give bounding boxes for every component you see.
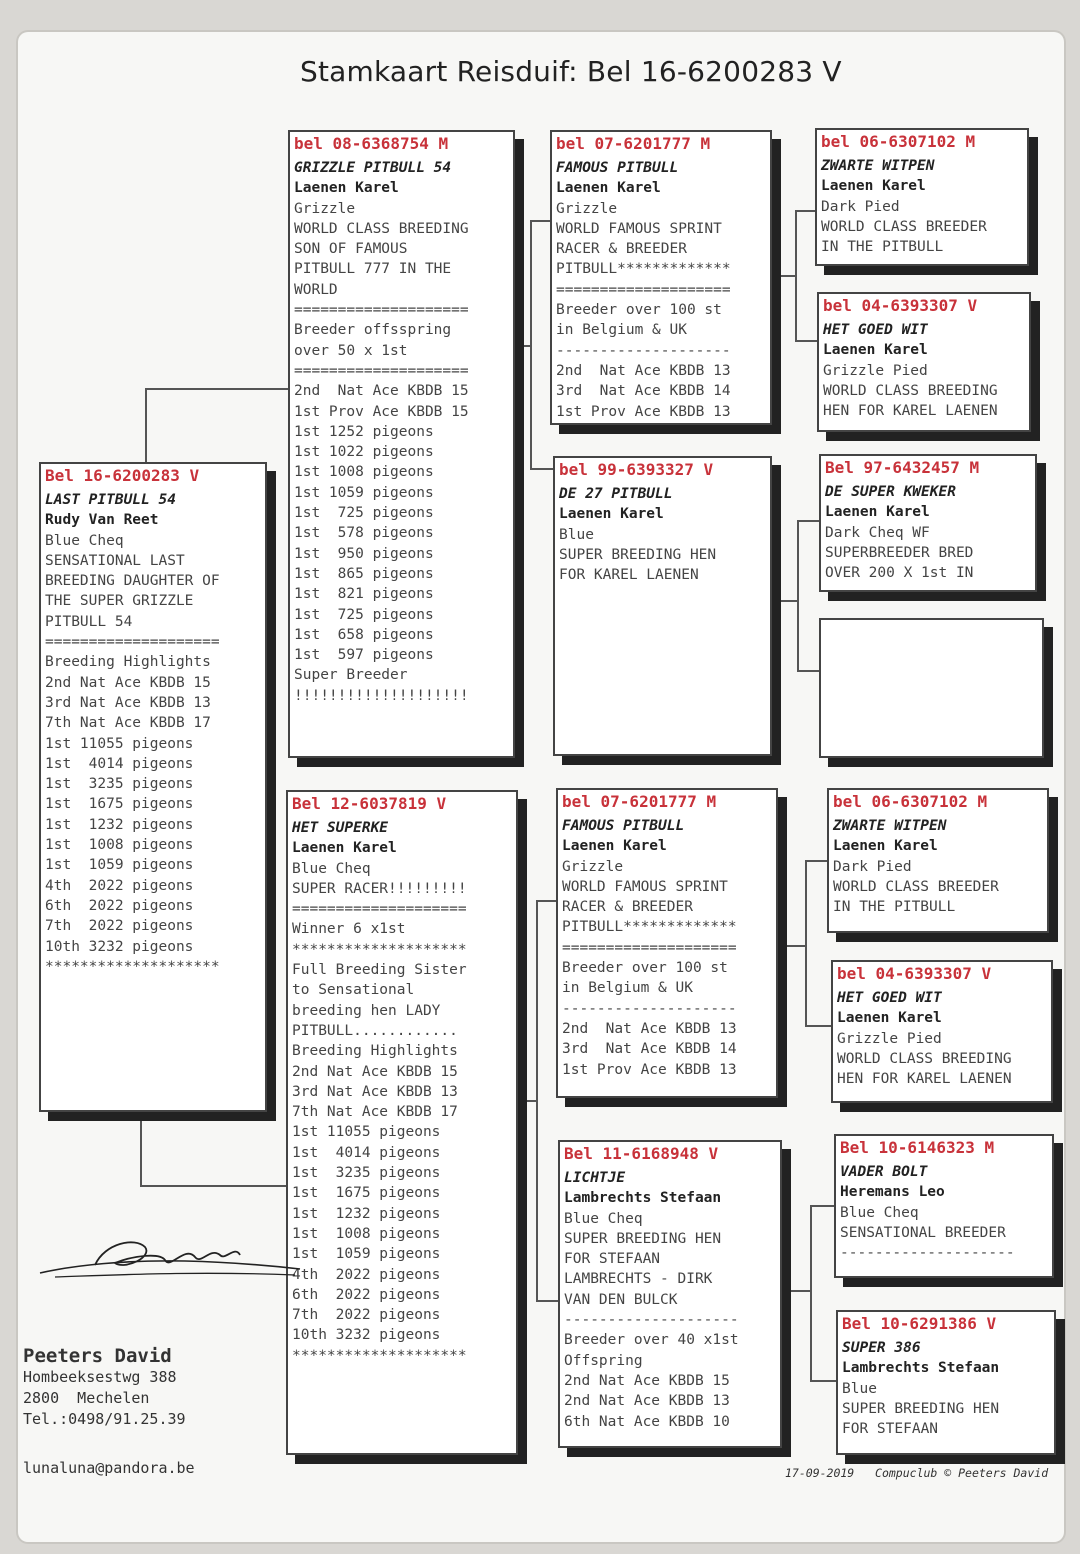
card-line: WORLD CLASS BREEDER bbox=[833, 878, 999, 895]
card-line: SUPER BREEDING HEN bbox=[842, 1400, 1000, 1417]
card-details bbox=[564, 1209, 776, 1432]
card-line: 2nd Nat Ace KBDB 15 bbox=[45, 674, 211, 691]
breeder-name: Laenen Karel bbox=[823, 342, 928, 359]
pedigree-card-dam-dam-dam bbox=[836, 1310, 1056, 1455]
pedigree-card-sire-dam bbox=[553, 456, 772, 756]
card-line: -------------------- bbox=[562, 1000, 737, 1017]
card-line: FOR STEFAAN bbox=[564, 1251, 661, 1268]
print-date: 17-09-2019 bbox=[785, 1466, 855, 1480]
card-line: 1st Prov Ace KBDB 13 bbox=[556, 403, 731, 420]
connector-line bbox=[795, 210, 817, 212]
pigeon-name: HET SUPERKE bbox=[292, 820, 389, 836]
pigeon-name: LAST PITBULL 54 bbox=[45, 492, 176, 508]
card-line: PITBULL............ bbox=[292, 1022, 458, 1039]
card-line: 1st 597 pigeons bbox=[294, 647, 434, 664]
card-line: ******************** bbox=[292, 941, 467, 958]
card-line: SON OF FAMOUS bbox=[294, 241, 408, 258]
card-details bbox=[562, 857, 772, 1080]
owner-contact bbox=[23, 1345, 186, 1430]
breeder-name: Laenen Karel bbox=[833, 838, 938, 855]
card-line: Dark Pied bbox=[833, 858, 912, 875]
card-line: Blue Cheq bbox=[564, 1210, 643, 1227]
owner-address-street: Hombeeksestwg 388 bbox=[23, 1368, 177, 1386]
card-line: -------------------- bbox=[556, 342, 731, 359]
card-line: 2nd Nat Ace KBDB 15 bbox=[294, 383, 469, 400]
pedigree-card-sire bbox=[288, 130, 515, 758]
pigeon-name: ZWARTE WITPEN bbox=[833, 818, 947, 834]
owner-name: Peeters David bbox=[23, 1345, 172, 1367]
breeder-name: Laenen Karel bbox=[292, 840, 397, 857]
connector-line bbox=[805, 860, 827, 862]
card-line: 1st 1232 pigeons bbox=[292, 1205, 441, 1222]
card-line: Breeder over 40 x1st bbox=[564, 1332, 739, 1349]
card-line: WORLD FAMOUS SPRINT bbox=[556, 220, 722, 237]
card-line: Dark Cheq WF bbox=[825, 524, 930, 541]
connector-line bbox=[530, 220, 550, 222]
card-line: THE SUPER GRIZZLE bbox=[45, 593, 194, 610]
footer bbox=[785, 1466, 1048, 1480]
card-line: 7th 2022 pigeons bbox=[292, 1307, 441, 1324]
card-line: 1st 1252 pigeons bbox=[294, 423, 434, 440]
pedigree-card-dam-sire bbox=[556, 788, 778, 1098]
card-line: 1st Prov Ace KBDB 15 bbox=[294, 403, 469, 420]
pedigree-card-dam-sire-sire bbox=[827, 788, 1049, 933]
pigeon-name: HET GOED WIT bbox=[823, 322, 928, 338]
card-line: 1st 11055 pigeons bbox=[45, 735, 194, 752]
card-line: 4th 2022 pigeons bbox=[45, 877, 194, 894]
breeder-name: Laenen Karel bbox=[821, 178, 926, 195]
owner-email: lunaluna@pandora.be bbox=[23, 1459, 195, 1477]
card-line: -------------------- bbox=[564, 1312, 739, 1329]
card-line: BREEDING DAUGHTER OF bbox=[45, 573, 220, 590]
card-line: 1st 950 pigeons bbox=[294, 545, 434, 562]
card-line: SUPERBREEDER BRED bbox=[825, 544, 974, 561]
card-details bbox=[837, 1029, 1047, 1090]
card-line: 1st 1022 pigeons bbox=[294, 444, 434, 461]
connector-line bbox=[513, 345, 531, 347]
card-line: LAMBRECHTS - DIRK bbox=[564, 1271, 713, 1288]
card-line: 1st 1008 pigeons bbox=[292, 1225, 441, 1242]
card-line: WORLD FAMOUS SPRINT bbox=[562, 878, 728, 895]
card-line: in Belgium & UK bbox=[556, 322, 687, 339]
card-line: SUPER RACER!!!!!!!!! bbox=[292, 880, 467, 897]
card-line: Blue Cheq bbox=[45, 532, 124, 549]
pedigree-card-dam-dam bbox=[558, 1140, 782, 1448]
connector-line bbox=[810, 1205, 812, 1380]
card-details bbox=[556, 199, 766, 422]
card-line: IN THE PITBULL bbox=[833, 899, 956, 916]
card-line: Full Breeding Sister bbox=[292, 962, 467, 979]
card-details bbox=[842, 1379, 1050, 1440]
pigeon-name: SUPER 386 bbox=[842, 1340, 921, 1356]
card-line: WORLD CLASS BREEDING bbox=[823, 382, 998, 399]
card-line: 1st 725 pigeons bbox=[294, 505, 434, 522]
card-line: 2nd Nat Ace KBDB 15 bbox=[564, 1372, 730, 1389]
pedigree-card-sire-dam-dam bbox=[819, 618, 1044, 758]
card-details bbox=[825, 523, 1031, 584]
card-line: 2nd Nat Ace KBDB 15 bbox=[292, 1063, 458, 1080]
ring-number: Bel 16-6200283 V bbox=[45, 466, 200, 485]
card-line: to Sensational bbox=[292, 982, 415, 999]
card-line: RACER & BREEDER bbox=[556, 241, 687, 258]
footer-credit: Compuclub © Peeters David bbox=[875, 1466, 1049, 1480]
card-line: 1st 1675 pigeons bbox=[292, 1185, 441, 1202]
card-line: VAN DEN BULCK bbox=[564, 1291, 678, 1308]
ring-number: Bel 10-6146323 M bbox=[840, 1138, 995, 1157]
pigeon-name: DE SUPER KWEKER bbox=[825, 484, 956, 500]
connector-line bbox=[776, 945, 805, 947]
card-line: IN THE PITBULL bbox=[821, 239, 944, 256]
card-line: 6th 2022 pigeons bbox=[45, 897, 194, 914]
ring-number: bel 06-6307102 M bbox=[833, 792, 988, 811]
card-line: 1st 4014 pigeons bbox=[292, 1144, 441, 1161]
connector-line bbox=[536, 900, 556, 902]
pedigree-card-sire-dam-sire bbox=[819, 454, 1037, 592]
card-line: PITBULL************* bbox=[556, 261, 731, 278]
card-line: 1st 658 pigeons bbox=[294, 626, 434, 643]
card-line: 7th Nat Ace KBDB 17 bbox=[292, 1104, 458, 1121]
card-line: SENSATIONAL BREEDER bbox=[840, 1224, 1006, 1241]
card-line: ==================== bbox=[45, 634, 220, 651]
connector-line bbox=[795, 210, 797, 340]
breeder-name: Lambrechts Stefaan bbox=[842, 1360, 1000, 1377]
pedigree-card-dam-sire-dam bbox=[831, 960, 1053, 1103]
breeder-name: Laenen Karel bbox=[559, 506, 664, 523]
card-line: !!!!!!!!!!!!!!!!!!!! bbox=[294, 687, 469, 704]
pigeon-name: FAMOUS PITBULL bbox=[556, 160, 679, 176]
breeder-name: Laenen Karel bbox=[837, 1010, 942, 1027]
connector-line bbox=[536, 900, 538, 1300]
card-line: Blue Cheq bbox=[840, 1204, 919, 1221]
breeder-name: Heremans Leo bbox=[840, 1184, 945, 1201]
ring-number: bel 04-6393307 V bbox=[823, 296, 978, 315]
card-line: 1st 1232 pigeons bbox=[45, 816, 194, 833]
card-line: ******************** bbox=[45, 958, 220, 975]
card-line: HEN FOR KAREL LAENEN bbox=[837, 1071, 1012, 1088]
card-details bbox=[292, 859, 512, 1366]
ring-number: bel 07-6201777 M bbox=[562, 792, 717, 811]
ring-number: Bel 97-6432457 M bbox=[825, 458, 980, 477]
pedigree-card-dam bbox=[286, 790, 518, 1455]
pigeon-name: GRIZZLE PITBULL 54 bbox=[294, 160, 452, 176]
ring-number: bel 99-6393327 V bbox=[559, 460, 714, 479]
owner-address-city: 2800 Mechelen bbox=[23, 1389, 150, 1407]
card-line: Grizzle Pied bbox=[837, 1030, 942, 1047]
card-line: SENSATIONAL LAST bbox=[45, 552, 185, 569]
breeder-name: Laenen Karel bbox=[562, 838, 667, 855]
card-details bbox=[823, 361, 1025, 422]
pigeon-name: LICHTJE bbox=[564, 1170, 626, 1186]
card-line: WORLD CLASS BREEDING bbox=[837, 1050, 1012, 1067]
connector-line bbox=[805, 1025, 831, 1027]
card-line: ==================== bbox=[292, 901, 467, 918]
card-line: PITBULL 54 bbox=[45, 613, 133, 630]
card-line: Super Breeder bbox=[294, 667, 408, 684]
card-line: OVER 200 X 1st IN bbox=[825, 565, 974, 582]
card-line: 3rd Nat Ace KBDB 14 bbox=[556, 383, 731, 400]
card-line: Blue Cheq bbox=[292, 860, 371, 877]
connector-line bbox=[536, 1300, 558, 1302]
card-line: 1st 1059 pigeons bbox=[294, 484, 434, 501]
pedigree-card-subject bbox=[39, 462, 267, 1112]
ring-number: Bel 10-6291386 V bbox=[842, 1314, 997, 1333]
card-line: over 50 x 1st bbox=[294, 342, 408, 359]
card-line: 3rd Nat Ace KBDB 13 bbox=[292, 1083, 458, 1100]
card-line: ==================== bbox=[294, 362, 469, 379]
card-line: FOR KAREL LAENEN bbox=[559, 567, 699, 584]
card-details bbox=[821, 197, 1023, 258]
breeder-name: Rudy Van Reet bbox=[45, 512, 159, 529]
card-line: 1st 1675 pigeons bbox=[45, 796, 194, 813]
card-line: SUPER BREEDING HEN bbox=[559, 546, 717, 563]
page-title: Stamkaart Reisduif: Bel 16-6200283 V bbox=[300, 55, 842, 88]
card-line: 1st 3235 pigeons bbox=[292, 1165, 441, 1182]
breeder-name: Laenen Karel bbox=[294, 180, 399, 197]
owner-phone: Tel.:0498/91.25.39 bbox=[23, 1410, 186, 1428]
card-line: 1st 1008 pigeons bbox=[294, 464, 434, 481]
pigeon-name: FAMOUS PITBULL bbox=[562, 818, 685, 834]
ring-number: bel 07-6201777 M bbox=[556, 134, 711, 153]
card-line: 1st 821 pigeons bbox=[294, 586, 434, 603]
card-line: Breeder over 100 st bbox=[562, 960, 728, 977]
ring-number: Bel 11-6168948 V bbox=[564, 1144, 719, 1163]
ring-number: Bel 12-6037819 V bbox=[292, 794, 447, 813]
card-line: PITBULL************* bbox=[562, 919, 737, 936]
card-line: 1st 4014 pigeons bbox=[45, 755, 194, 772]
pedigree-card-sire-sire bbox=[550, 130, 772, 425]
pigeon-name: HET GOED WIT bbox=[837, 990, 942, 1006]
pigeon-name: ZWARTE WITPEN bbox=[821, 158, 935, 174]
card-line: WORLD bbox=[294, 281, 338, 298]
card-line: HEN FOR KAREL LAENEN bbox=[823, 403, 998, 420]
connector-line bbox=[805, 860, 807, 1025]
card-line: 6th 2022 pigeons bbox=[292, 1286, 441, 1303]
connector-line bbox=[797, 520, 819, 522]
card-line: 4th 2022 pigeons bbox=[292, 1266, 441, 1283]
pedigree-card-sire-sire-sire bbox=[815, 128, 1029, 266]
pedigree-card-dam-dam-sire bbox=[834, 1134, 1054, 1278]
connector-line bbox=[772, 600, 797, 602]
card-line: ==================== bbox=[562, 939, 737, 956]
connector-line bbox=[145, 388, 290, 390]
card-line: Breeder offsspring bbox=[294, 322, 452, 339]
connector-line bbox=[797, 520, 799, 670]
card-line: PITBULL 777 IN THE bbox=[294, 261, 452, 278]
connector-line bbox=[782, 1290, 810, 1292]
card-details bbox=[45, 531, 261, 978]
card-line: FOR STEFAAN bbox=[842, 1421, 939, 1438]
card-line: Grizzle bbox=[556, 200, 618, 217]
ring-number: bel 06-6307102 M bbox=[821, 132, 976, 151]
connector-line bbox=[810, 1380, 836, 1382]
card-line: Breeding Highlights bbox=[292, 1043, 458, 1060]
card-line: 1st 1008 pigeons bbox=[45, 837, 194, 854]
card-line: 1st 11055 pigeons bbox=[292, 1124, 441, 1141]
connector-line bbox=[140, 1185, 288, 1187]
card-line: Blue bbox=[559, 526, 594, 543]
connector-line bbox=[810, 1205, 834, 1207]
card-line: 2nd Nat Ace KBDB 13 bbox=[564, 1393, 730, 1410]
pigeon-name: DE 27 PITBULL bbox=[559, 486, 673, 502]
card-line: in Belgium & UK bbox=[562, 980, 693, 997]
card-line: 7th 2022 pigeons bbox=[45, 918, 194, 935]
card-line: 1st 1059 pigeons bbox=[292, 1246, 441, 1263]
breeder-name: Laenen Karel bbox=[825, 504, 930, 521]
ring-number: bel 04-6393307 V bbox=[837, 964, 992, 983]
card-line: SUPER BREEDING HEN bbox=[564, 1230, 722, 1247]
card-line: 1st 725 pigeons bbox=[294, 606, 434, 623]
connector-line bbox=[770, 275, 795, 277]
card-line: 10th 3232 pigeons bbox=[292, 1327, 441, 1344]
card-line: Dark Pied bbox=[821, 198, 900, 215]
connector-line bbox=[145, 388, 147, 464]
card-line: Breeder over 100 st bbox=[556, 302, 722, 319]
card-line: 7th Nat Ace KBDB 17 bbox=[45, 715, 211, 732]
ring-number: bel 08-6368754 M bbox=[294, 134, 449, 153]
card-line: 1st 3235 pigeons bbox=[45, 776, 194, 793]
breeder-name: Laenen Karel bbox=[556, 180, 661, 197]
card-line: 3rd Nat Ace KBDB 14 bbox=[562, 1041, 737, 1058]
card-line: Breeding Highlights bbox=[45, 654, 211, 671]
connector-line bbox=[530, 468, 554, 470]
card-line: ==================== bbox=[294, 302, 469, 319]
card-line: -------------------- bbox=[840, 1245, 1015, 1262]
card-line: ==================== bbox=[556, 281, 731, 298]
card-line: 2nd Nat Ace KBDB 13 bbox=[556, 362, 731, 379]
card-line: 1st 865 pigeons bbox=[294, 565, 434, 582]
pedigree-card-sire-sire-dam bbox=[817, 292, 1031, 432]
card-line: 3rd Nat Ace KBDB 13 bbox=[45, 694, 211, 711]
connector-line bbox=[797, 670, 819, 672]
card-line: 1st 1059 pigeons bbox=[45, 857, 194, 874]
connector-line bbox=[140, 1112, 142, 1187]
card-line: WORLD CLASS BREEDING bbox=[294, 220, 469, 237]
card-line: 6th Nat Ace KBDB 10 bbox=[564, 1413, 730, 1430]
card-line: Grizzle Pied bbox=[823, 362, 928, 379]
card-line: Grizzle bbox=[294, 200, 356, 217]
handwritten-signature bbox=[35, 1225, 305, 1315]
card-line: 1st 578 pigeons bbox=[294, 525, 434, 542]
card-line: Offspring bbox=[564, 1352, 643, 1369]
pigeon-name: VADER BOLT bbox=[840, 1164, 928, 1180]
card-line: RACER & BREEDER bbox=[562, 899, 693, 916]
card-line: breeding hen LADY bbox=[292, 1002, 441, 1019]
card-line: WORLD CLASS BREEDER bbox=[821, 218, 987, 235]
card-details bbox=[833, 857, 1043, 918]
card-details bbox=[840, 1203, 1048, 1264]
breeder-name: Lambrechts Stefaan bbox=[564, 1190, 722, 1207]
card-line: Grizzle bbox=[562, 858, 624, 875]
card-details bbox=[559, 525, 766, 586]
card-line: ******************** bbox=[292, 1347, 467, 1364]
card-line: Winner 6 x1st bbox=[292, 921, 406, 938]
card-details bbox=[294, 199, 509, 706]
card-line: 2nd Nat Ace KBDB 13 bbox=[562, 1020, 737, 1037]
card-line: 10th 3232 pigeons bbox=[45, 938, 194, 955]
card-line: 1st Prov Ace KBDB 13 bbox=[562, 1061, 737, 1078]
connector-line bbox=[518, 1100, 536, 1102]
card-line: Blue bbox=[842, 1380, 877, 1397]
connector-line bbox=[795, 340, 817, 342]
